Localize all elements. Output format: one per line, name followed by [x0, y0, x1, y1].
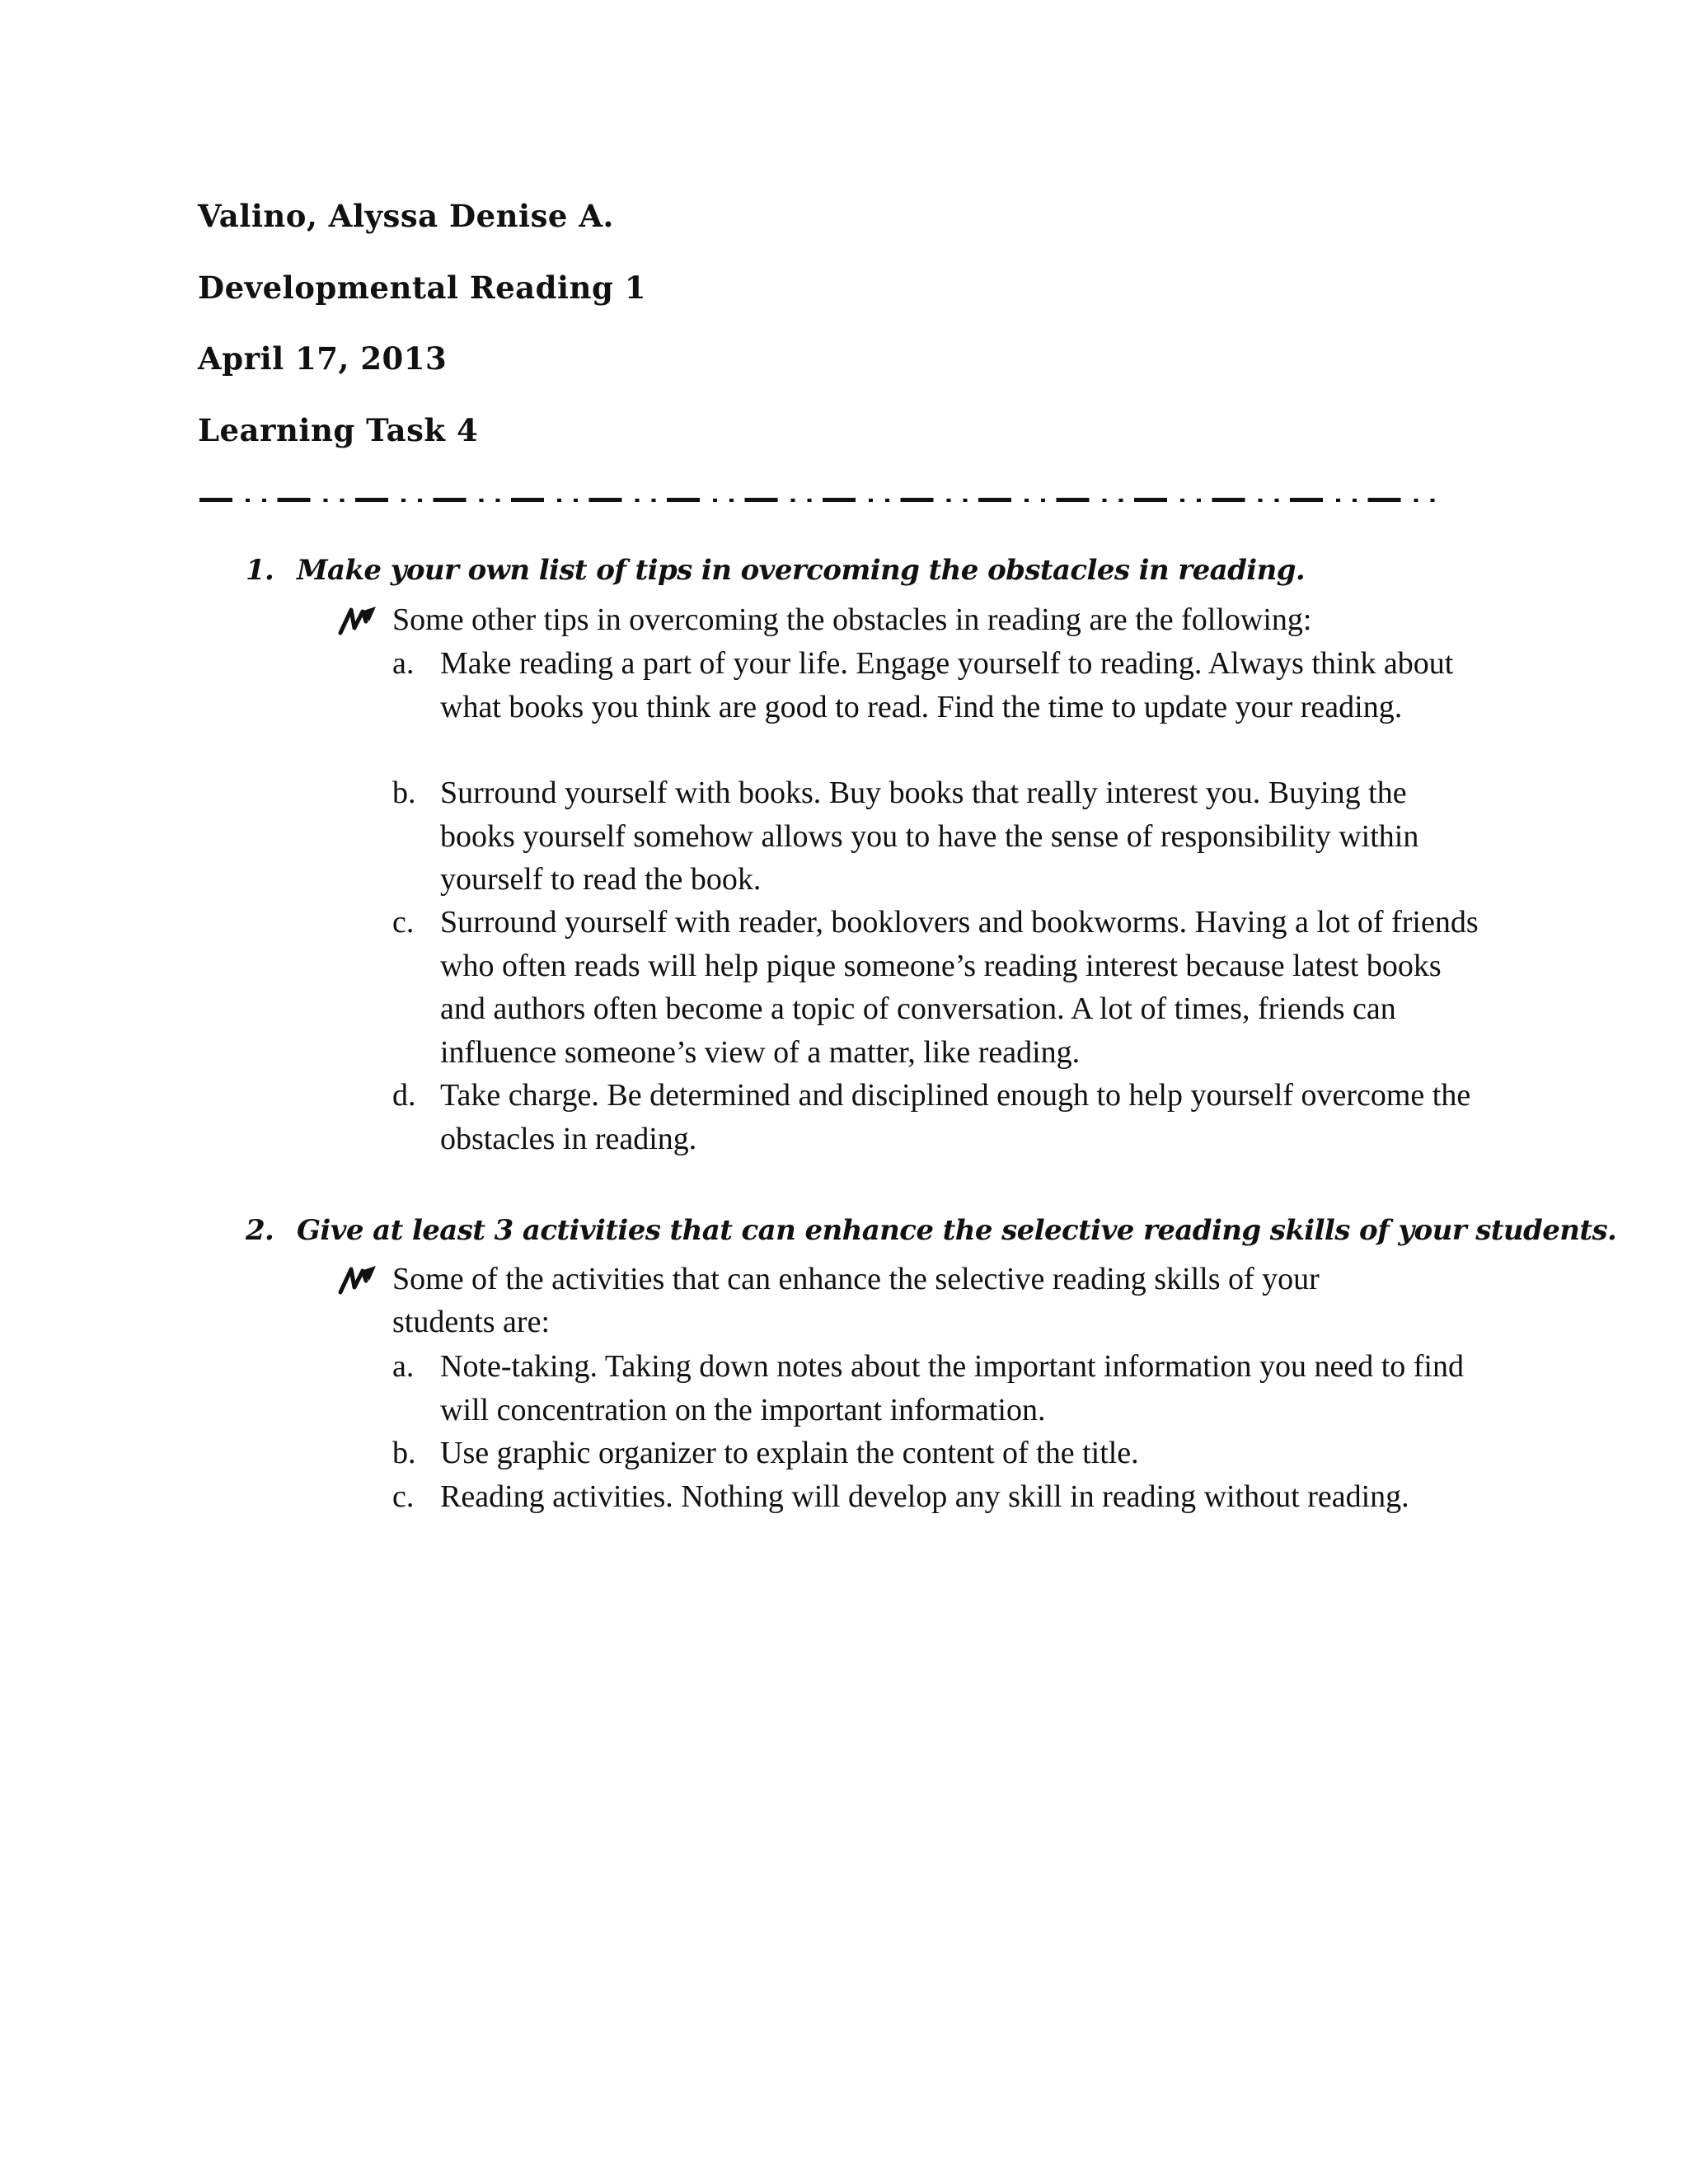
divider-dot — [324, 499, 328, 502]
list-item-letter: a. — [392, 646, 415, 681]
list-item-letter: b. — [392, 776, 416, 810]
list-item — [392, 1345, 1480, 1432]
list-item-letter: c. — [392, 1479, 415, 1514]
divider-dot — [947, 499, 951, 502]
list-item-text: Make reading a part of your life. Engage yourself to reading. Always think about what books you think are good to read. Find the time to update your reading. — [440, 646, 1454, 724]
divider-dot — [557, 499, 561, 502]
answer-1-intro-text: Some other tips in overcoming the obstacles in reading are the following: — [392, 602, 1312, 637]
list-item-letter: a. — [392, 1349, 415, 1384]
divider-dot — [635, 499, 640, 502]
list-item-text: Reading activities. Nothing will develop any skill in reading without reading. — [440, 1479, 1409, 1514]
student-name: Valino, Alyssa Denise A. — [198, 198, 614, 234]
divider-dot — [480, 499, 484, 502]
divider-dot — [1197, 499, 1201, 502]
divider-dot — [964, 499, 968, 502]
list-item — [392, 1475, 1480, 1519]
divider-dash — [278, 498, 311, 502]
divider-dot — [262, 499, 266, 502]
task-title: Learning Task 4 — [198, 412, 479, 448]
divider-dot — [713, 499, 717, 502]
list-item — [392, 1074, 1480, 1160]
divider-dot — [1336, 499, 1340, 502]
divider-dash — [1212, 498, 1245, 502]
divider-dot — [496, 499, 500, 502]
divider-dot — [340, 499, 345, 502]
divider-dot — [1259, 499, 1263, 502]
question-2-number: 2. — [246, 1214, 274, 1247]
divider-dot — [1414, 499, 1418, 502]
divider-dash — [511, 498, 544, 502]
course-title: Developmental Reading 1 — [198, 269, 646, 306]
divider-dot — [1353, 499, 1357, 502]
list-item-letter: c. — [392, 905, 415, 940]
answer-2-intro-text: Some of the activities that can enhance the selective reading skills of your students are: — [392, 1262, 1320, 1339]
divider-dot — [401, 499, 406, 502]
list-item — [392, 642, 1480, 729]
divider-dot — [246, 499, 250, 502]
question-2 — [246, 1214, 1616, 1247]
divider-dot — [791, 499, 795, 502]
divider-dash — [978, 498, 1011, 502]
question-1-number: 1. — [246, 554, 274, 587]
list-item-text: Note-taking. Taking down notes about the important information you need to find will concentration on the important information. — [440, 1349, 1464, 1427]
list-item — [392, 1432, 1480, 1475]
document-date: April 17, 2013 — [198, 340, 448, 377]
divider-dash — [199, 498, 232, 502]
divider-dot — [652, 499, 656, 502]
divider-dot — [1025, 499, 1029, 502]
divider-dash — [667, 498, 700, 502]
question-1 — [246, 554, 1305, 587]
divider-dot — [808, 499, 812, 502]
divider-dot — [1431, 499, 1435, 502]
list-item-text: Use graphic organizer to explain the content of the title. — [440, 1436, 1139, 1470]
divider-dot — [1103, 499, 1107, 502]
divider-dash — [589, 498, 622, 502]
divider-dot — [418, 499, 422, 502]
list-item-text: Take charge. Be determined and disciplined enough to help yourself overcome the obstacles in reading. — [440, 1078, 1471, 1156]
hand-arrow-icon — [338, 1263, 377, 1296]
divider-dot — [729, 499, 734, 502]
divider-dash — [434, 498, 467, 502]
question-2-text: Give at least 3 activities that can enhance the selective reading skills of your students. — [297, 1214, 1617, 1247]
list-item-text: Surround yourself with books. Buy books that really interest you. Buying the books yourself somehow allows you to have the sense of responsibility within yourself to read the book. — [440, 776, 1419, 897]
answer-1-intro — [338, 598, 1426, 641]
divider-dot — [1180, 499, 1184, 502]
list-item-letter: d. — [392, 1078, 416, 1113]
divider-dot — [885, 499, 889, 502]
divider-dash — [1134, 498, 1167, 502]
list-item — [392, 771, 1480, 902]
divider-dot — [869, 499, 873, 502]
divider-dash — [745, 498, 778, 502]
divider-dot — [574, 499, 578, 502]
divider-dot — [1119, 499, 1123, 502]
divider-dash — [1057, 498, 1090, 502]
list-item-text: Surround yourself with reader, booklovers and bookworms. Having a lot of friends who often reads will help pique someone’s reading interest because latest books and authors often become a topic of conversation. A lot of times, friends can influence someone’s view of a matter, like reading. — [440, 905, 1479, 1070]
answer-2-intro — [338, 1258, 1426, 1343]
dash-dot-divider — [199, 490, 1444, 509]
divider-dot — [1041, 499, 1045, 502]
divider-dash — [355, 498, 388, 502]
divider-dash — [901, 498, 934, 502]
divider-dash — [823, 498, 856, 502]
hand-arrow-icon — [338, 603, 377, 636]
list-item — [392, 901, 1480, 1074]
list-item-letter: b. — [392, 1436, 416, 1470]
divider-dash — [1368, 498, 1401, 502]
divider-dash — [1290, 498, 1323, 502]
divider-dot — [1275, 499, 1279, 502]
question-1-text: Make your own list of tips in overcoming the obstacles in reading. — [297, 554, 1306, 587]
